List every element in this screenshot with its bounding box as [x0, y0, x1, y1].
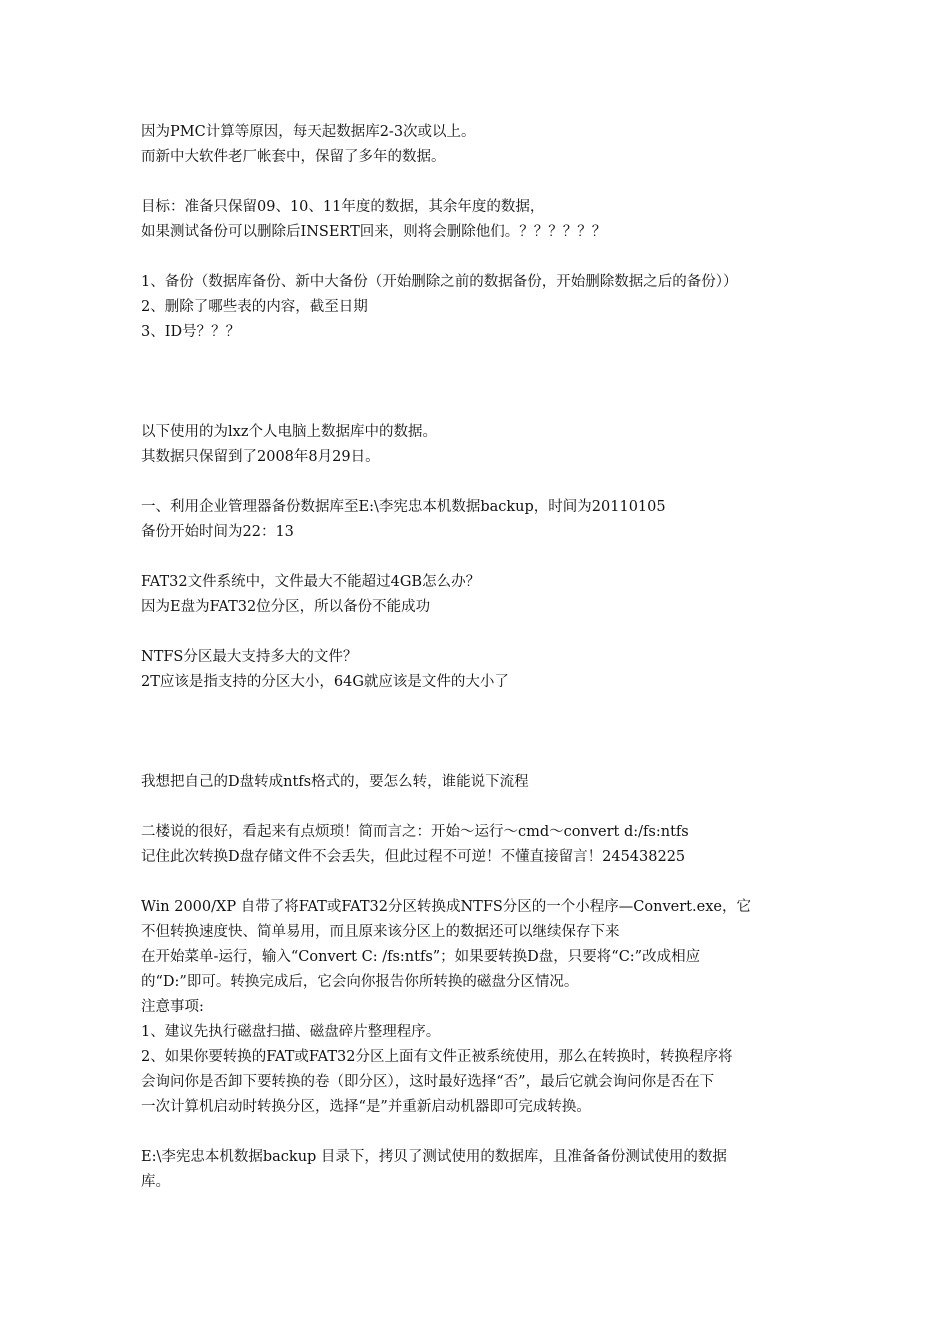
paragraph-line: 记住此次转换D盘存储文件不会丢失，但此过程不可逆！不懂直接留言！245438225	[141, 849, 686, 865]
paragraph-line: 我想把自己的D盘转成ntfs格式的，要怎么转，谁能说下流程	[141, 774, 529, 790]
paragraph-line: 2、如果你要转换的FAT或FAT32分区上面有文件正被系统使用，那么在转换时，转换程序将	[141, 1049, 733, 1065]
paragraph-line: 备份开始时间为22：13	[141, 524, 294, 540]
paragraph-line: E:\李宪忠本机数据backup 目录下，拷贝了测试使用的数据库，且准备备份测试使用的数据	[141, 1149, 727, 1165]
paragraph-line: 会询问你是否卸下要转换的卷（即分区），这时最好选择“否”，最后它就会询问你是否在下	[141, 1074, 715, 1090]
paragraph-line: 不但转换速度快、简单易用，而且原来该分区上的数据还可以继续保存下来	[141, 924, 620, 940]
paragraph-line: 在开始菜单-运行，输入“Convert C: /fs:ntfs”；如果要转换D盘，只要将“C:”改成相应	[141, 949, 701, 965]
document-body	[141, 120, 813, 1195]
paragraph-line: 其数据只保留到了2008年8月29日。	[141, 449, 380, 465]
paragraph-line: 如果测试备份可以删除后INSERT回来，则将会删除他们。？？？？？？	[141, 224, 607, 240]
paragraph-line: NTFS分区最大支持多大的文件？	[141, 649, 358, 665]
paragraph-line: FAT32文件系统中，文件最大不能超过4GB怎么办？	[141, 574, 481, 590]
paragraph-line: 2、删除了哪些表的内容，截至日期	[141, 299, 368, 315]
paragraph-line: 1、建议先执行磁盘扫描、磁盘碎片整理程序。	[141, 1024, 441, 1040]
paragraph-line: 以下使用的为lxz个人电脑上数据库中的数据。	[141, 424, 437, 440]
paragraph-line: Win 2000/XP 自带了将FAT或FAT32分区转换成NTFS分区的一个小程序—Convert.exe，它	[141, 899, 751, 915]
paragraph-line: 注意事项:	[141, 999, 204, 1015]
paragraph-line: 2T应该是指支持的分区大小，64G就应该是文件的大小了	[141, 674, 509, 690]
paragraph-line: 1、备份（数据库备份、新中大备份（开始删除之前的数据备份，开始删除数据之后的备份））	[141, 274, 738, 290]
paragraph-line: 的“D:”即可。转换完成后，它会向你报告你所转换的磁盘分区情况。	[141, 974, 579, 990]
paragraph-line: 因为E盘为FAT32位分区，所以备份不能成功	[141, 599, 431, 615]
paragraph-line: 而新中大软件老厂帐套中，保留了多年的数据。	[141, 149, 446, 165]
paragraph-line: 二楼说的很好，看起来有点烦琐！简而言之：开始～运行～cmd～convert d:/fs:ntfs	[141, 824, 689, 840]
paragraph-line: 目标：准备只保留09、10、11年度的数据，其余年度的数据，	[141, 199, 545, 215]
paragraph-line: 一次计算机启动时转换分区，选择“是”并重新启动机器即可完成转换。	[141, 1099, 591, 1115]
paragraph-line: 因为PMC计算等原因，每天起数据库2-3次或以上。	[141, 124, 476, 140]
paragraph-line: 库。	[141, 1174, 170, 1190]
paragraph-line: 3、ID号？？？	[141, 324, 241, 340]
paragraph-line: 一、利用企业管理器备份数据库至E:\李宪忠本机数据backup，时间为20110105	[141, 499, 666, 515]
